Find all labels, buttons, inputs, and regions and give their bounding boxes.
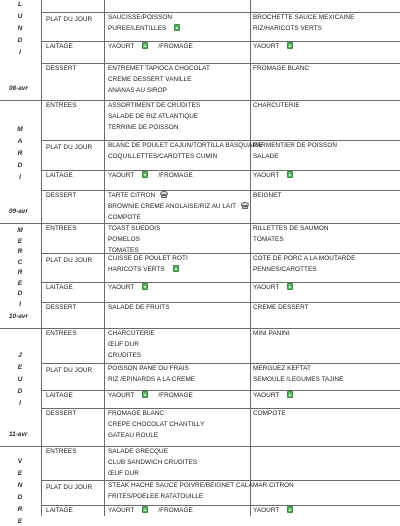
column-divider — [250, 0, 251, 516]
category-label: LAITAGE — [46, 284, 73, 291]
day-letter: R — [17, 269, 23, 277]
category-label: LAITAGE — [46, 43, 73, 50]
organic-leaf-icon — [142, 42, 148, 49]
menu-item: ANANAS AU SIROP — [108, 87, 167, 94]
menu-item: COQUILLETTES/CAROTTES CUMIN — [108, 153, 218, 160]
category-label: PLAT DU JOUR — [46, 144, 93, 151]
organic-leaf-icon — [173, 265, 179, 272]
row-divider — [41, 408, 400, 409]
menu-item: ŒUF DUR — [108, 341, 139, 348]
day-letter: E — [17, 279, 23, 287]
row-divider — [41, 390, 400, 391]
day-letter: V — [17, 458, 23, 465]
column-divider — [104, 0, 105, 516]
menu-item: COMPOTE — [253, 410, 286, 417]
menu-item: POMELOS — [108, 236, 140, 243]
category-label: PLAT DU JOUR — [46, 367, 93, 374]
menu-item: RIZ/HARICOTS VERTS — [253, 25, 322, 32]
menu-item-suffix: /FROMAGE — [158, 172, 193, 179]
menu-item: YAOURT — [253, 284, 280, 291]
row-divider — [41, 170, 400, 171]
row-divider — [41, 480, 400, 481]
day-letter: U — [17, 375, 23, 383]
day-letter: E — [17, 363, 23, 371]
menu-item: YAOURT — [108, 507, 135, 514]
category-label: PLAT DU JOUR — [46, 257, 93, 264]
menu-item: BROWNIE CREME ANGLAISE/RIZ AU LAIT — [108, 203, 237, 210]
menu-item: CUISSE DE POULET ROTI — [108, 255, 188, 262]
row-divider — [41, 140, 400, 141]
row-divider — [41, 282, 400, 283]
category-label: LAITAGE — [46, 392, 73, 399]
organic-leaf-icon — [142, 506, 148, 513]
row-divider — [41, 505, 400, 506]
category-label: ENTREES — [46, 225, 77, 232]
day-date: 11-avr — [9, 431, 28, 438]
day-letter: C — [17, 258, 23, 266]
menu-item: CREME DESSERT — [253, 304, 309, 311]
menu-item: HARICOTS VERTS — [108, 266, 165, 273]
menu-item: CLUB SANDWICH CRUDITES — [108, 459, 198, 466]
day-letter: M — [17, 227, 23, 235]
menu-item: FROMAGE BLANC — [108, 410, 165, 417]
menu-item: SAUCISSE/POISSON — [108, 14, 173, 21]
menu-item: COTE DE PORC A LA MOUTARDE — [253, 255, 356, 262]
day-letter: I — [19, 49, 21, 56]
menu-item: TOAST SUEDOIS — [108, 225, 161, 232]
day-letter: D — [17, 290, 23, 298]
organic-leaf-icon — [287, 391, 293, 398]
menu-item-suffix: /FROMAGE — [158, 392, 193, 399]
day-divider — [0, 446, 400, 447]
menu-item: YAOURT — [108, 43, 135, 50]
menu-item: MERGUEZ KEFTAT — [253, 365, 311, 372]
menu-item: TOMATES — [108, 247, 139, 254]
day-letter: U — [17, 13, 23, 20]
menu-item: BROCHETTE SAUCE MEXICAINE — [253, 14, 355, 21]
menu-item: STEAK HACHE SAUCE POIVRE/BEIGNET CALAMAR CITRON — [108, 482, 294, 489]
menu-item: CREME DESSERT VANILLE — [108, 76, 192, 83]
day-letter: I — [19, 300, 21, 308]
menu-item-suffix: /FROMAGE — [158, 507, 193, 514]
day-date: 10-avr — [9, 313, 28, 320]
organic-leaf-icon — [287, 506, 293, 513]
day-letter: I — [19, 399, 21, 407]
day-letter: E — [17, 470, 23, 477]
menu-item: TOMATES — [253, 236, 284, 243]
menu-item: FRITES/POELEE RATATOUILLE — [108, 493, 204, 500]
day-letter: R — [17, 248, 23, 256]
row-divider — [41, 302, 400, 303]
menu-item: CRUDITES — [108, 352, 142, 359]
day-letter: E — [17, 237, 23, 245]
day-letter: A — [17, 138, 23, 145]
menu-item: BLANC DE POULET CAJUN/TORTILLA BASQUAISE — [108, 142, 263, 149]
menu-item: CREPE CHOCOLAT CHANTILLY — [108, 421, 205, 428]
menu-item: SALADE — [253, 153, 279, 160]
category-label: DESSERT — [46, 410, 77, 417]
row-divider — [41, 63, 400, 64]
menu-item: PENNES/CAROTTES — [253, 266, 317, 273]
menu-item: SEMOULE /LEGUMES TAJINE — [253, 376, 344, 383]
menu-item: RIZ /EPINARDS A LA CREME — [108, 376, 196, 383]
category-label: PLAT DU JOUR — [46, 16, 93, 23]
day-letter: L — [17, 1, 23, 8]
menu-item: YAOURT — [253, 507, 280, 514]
menu-item: CHARCUTERIE — [108, 330, 155, 337]
menu-item: PARMENTIER DE POISSON — [253, 142, 338, 149]
category-label: ENTREES — [46, 448, 77, 455]
organic-leaf-icon — [142, 171, 148, 178]
menu-item: YAOURT — [108, 392, 135, 399]
organic-leaf-icon — [287, 42, 293, 49]
menu-item: GATEAU ROULE — [108, 432, 159, 439]
menu-item: RILLETTES DE SAUMON — [253, 225, 329, 232]
menu-item: YAOURT — [108, 172, 135, 179]
chef-hat-icon — [160, 191, 168, 198]
menu-item: CHARCUTERIE — [253, 102, 300, 109]
category-label: DESSERT — [46, 304, 77, 311]
day-letter: M — [17, 126, 23, 133]
menu-item: MINI PANINI — [253, 330, 290, 337]
day-letter: N — [17, 25, 23, 32]
day-letter: R — [17, 506, 23, 513]
menu-item: TERRINE DE POISSON — [108, 124, 179, 131]
organic-leaf-icon — [287, 283, 293, 290]
category-label: LAITAGE — [46, 172, 73, 179]
menu-item: YAOURT — [253, 172, 280, 179]
day-letter: E — [17, 518, 23, 525]
row-divider — [41, 253, 400, 254]
day-letter: I — [19, 174, 21, 181]
day-letter: D — [17, 162, 23, 169]
category-label: LAITAGE — [46, 507, 73, 514]
day-letter: N — [17, 482, 23, 489]
organic-leaf-icon — [287, 171, 293, 178]
menu-item-suffix: /FROMAGE — [158, 43, 193, 50]
day-divider — [0, 328, 400, 329]
menu-item: YAOURT — [253, 43, 280, 50]
menu-item: SALADE DE RIZ ATLANTIQUE — [108, 113, 199, 120]
category-label: DESSERT — [46, 65, 77, 72]
menu-item: YAOURT — [253, 392, 280, 399]
row-divider — [41, 363, 400, 364]
organic-leaf-icon — [142, 283, 148, 290]
day-letter: J — [18, 351, 22, 359]
day-letter: D — [17, 387, 23, 395]
day-divider — [0, 223, 400, 224]
menu-item: ASSORTIMENT DE CRUDITES — [108, 102, 201, 109]
day-date: 09-avr — [9, 208, 28, 215]
day-date: 08-avr — [9, 85, 28, 92]
day-letter: R — [17, 150, 23, 157]
menu-item: PUREE/LENTILLES — [108, 25, 167, 32]
category-label: ENTREES — [46, 102, 77, 109]
menu-item: TARTE CITRON — [108, 192, 156, 199]
category-label: PLAT DU JOUR — [46, 484, 93, 491]
menu-item: COMPOTE — [108, 214, 141, 221]
chef-hat-icon — [241, 202, 249, 209]
menu-item: FROMAGE BLANC — [253, 65, 310, 72]
organic-leaf-icon — [174, 24, 180, 31]
menu-item: YAOURT — [108, 284, 135, 291]
menu-item: SALADE GRECQUE — [108, 448, 169, 455]
menu-item: POISSON PANE OU FRAIS — [108, 365, 189, 372]
menu-item: BEIGNET — [253, 192, 282, 199]
row-divider — [41, 12, 400, 13]
row-divider — [41, 41, 400, 42]
menu-item: ENTREMET TAPIOCA CHOCOLAT — [108, 65, 210, 72]
column-divider — [41, 0, 42, 516]
organic-leaf-icon — [142, 391, 148, 398]
row-divider — [41, 190, 400, 191]
category-label: ENTREES — [46, 330, 77, 337]
day-letter: D — [17, 494, 23, 501]
menu-item: ŒUF DUR — [108, 470, 139, 477]
day-divider — [0, 100, 400, 101]
category-label: DESSERT — [46, 192, 77, 199]
menu-item: SALADE DE FRUITS — [108, 304, 170, 311]
day-letter: D — [17, 37, 23, 44]
